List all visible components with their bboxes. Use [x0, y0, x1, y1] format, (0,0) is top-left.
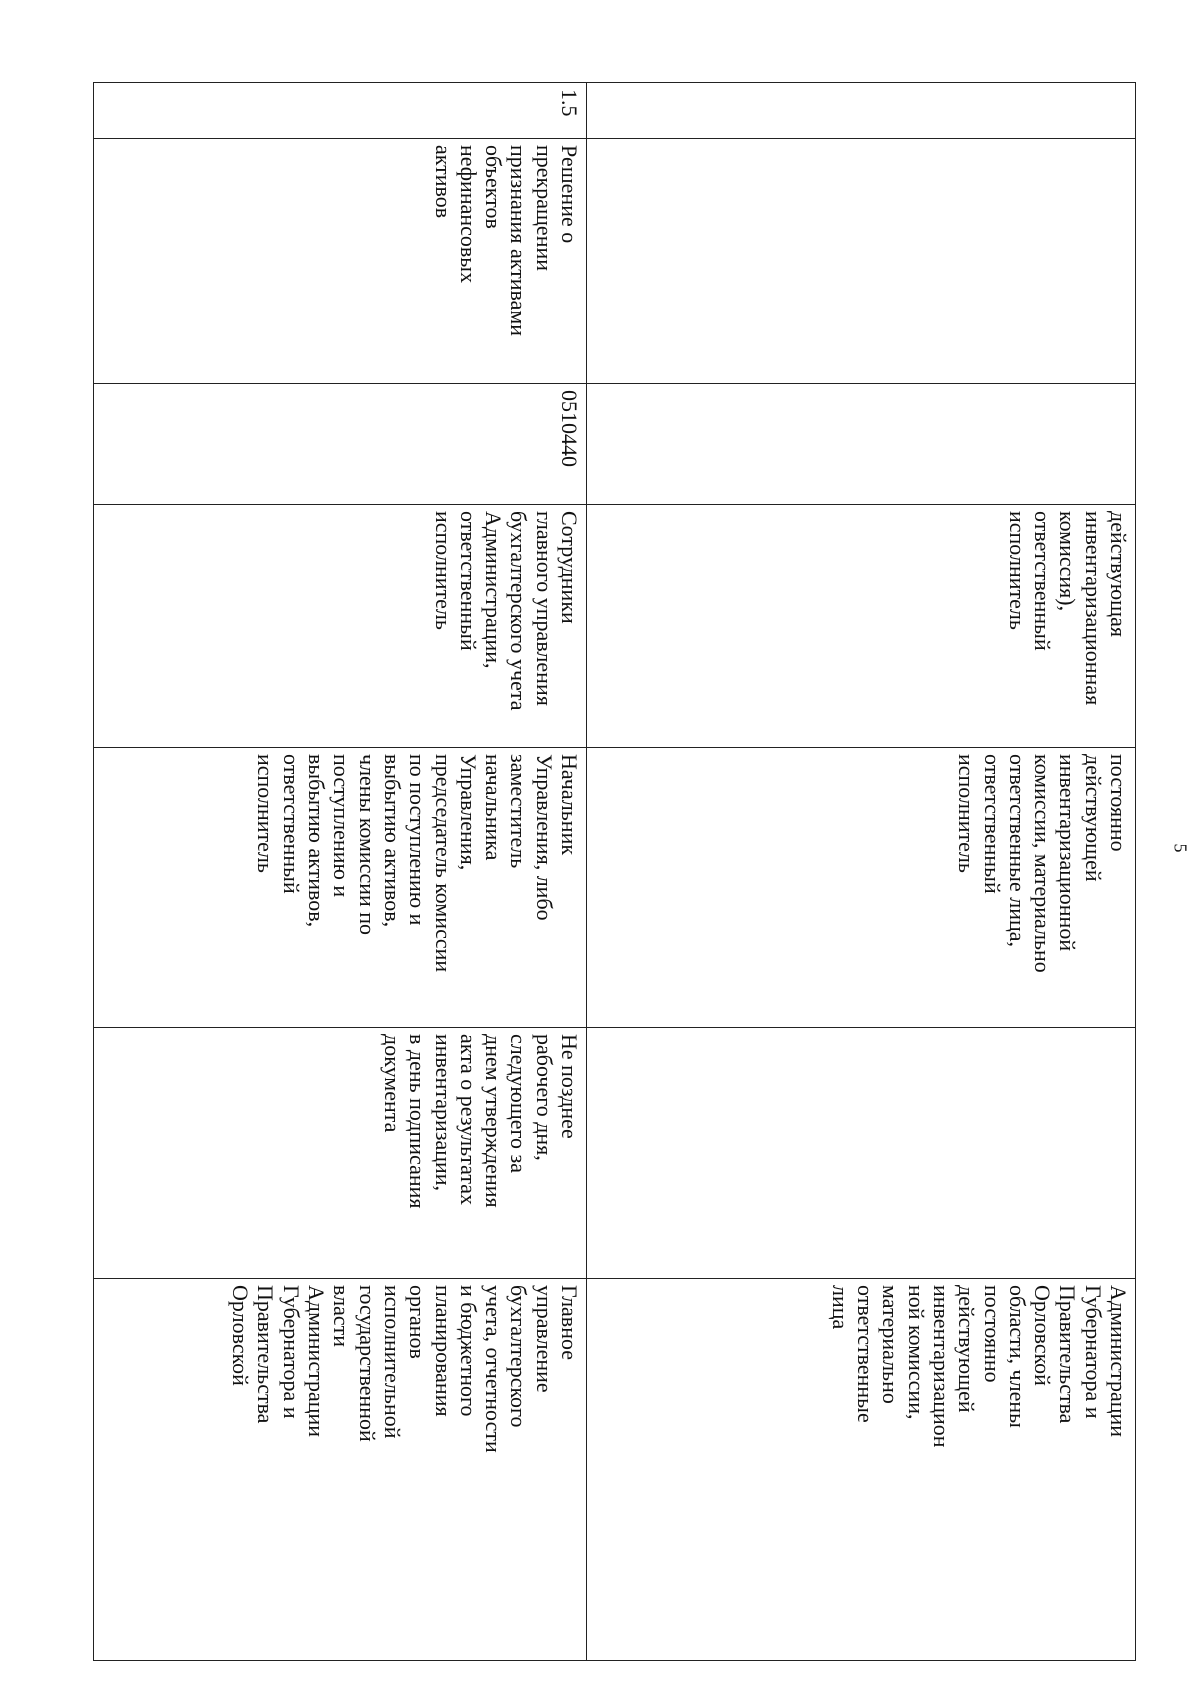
cell-text-line: государственной: [354, 1285, 380, 1442]
cell-text-line: поступлению и: [329, 754, 355, 898]
cell-signer: [94, 748, 587, 1028]
cell-document: [587, 139, 1136, 384]
table-row: [587, 83, 1136, 1661]
cell-text-line: ответственные лица,: [1004, 754, 1030, 948]
cell-deadline: [94, 1028, 587, 1279]
cell-text-line: председатель комиссии: [430, 754, 456, 973]
cell-text-line: документа: [379, 1034, 405, 1133]
cell-text-line: инвентаризацион: [928, 1285, 954, 1448]
cell-text-line: ответственный: [979, 754, 1005, 894]
cell-text-line: рабочего дня,: [531, 1034, 557, 1161]
cell-text-line: учета, отчетности: [481, 1285, 507, 1453]
cell-text-line: Администрации,: [481, 511, 507, 669]
cell-document: [94, 139, 587, 384]
cell-text-line: выбытию активов,: [379, 754, 405, 928]
cell-text-line: заместитель: [506, 754, 532, 869]
cell-text-line: действующая: [1106, 511, 1131, 638]
cell-text-line: ответственный: [1030, 511, 1056, 651]
cell-text-line: Главное: [557, 1285, 582, 1361]
cell-text-line: объектов: [481, 145, 507, 229]
cell-text-line: исполнитель: [954, 754, 980, 873]
cell-deadline: [587, 1028, 1136, 1279]
table-row: [94, 83, 587, 1661]
cell-text-line: области, члены: [1004, 1285, 1030, 1428]
cell-text-line: Решение о: [557, 145, 582, 244]
cell-text-line: власти: [329, 1285, 355, 1347]
cell-text-line: бухгалтерского: [506, 1285, 532, 1428]
cell-text-line: Губернатора и: [1080, 1285, 1106, 1419]
cell-text-line: Начальник: [557, 754, 582, 856]
cell-text-line: исполнительной: [379, 1285, 405, 1439]
cell-text-line: Правительства: [253, 1285, 279, 1424]
cell-text-line: планирования: [430, 1285, 456, 1417]
page-number: 5: [1170, 843, 1191, 853]
cell-text-line: комиссии, материально: [1030, 754, 1056, 973]
cell-text-line: и бюджетного: [455, 1285, 481, 1417]
cell-text-line: Сотрудники: [557, 511, 582, 624]
cell-text-line: ответственный: [278, 754, 304, 894]
cell-signer: [587, 748, 1136, 1028]
cell-text-line: комиссия),: [1055, 511, 1081, 612]
cell-text-line: Управления,: [455, 754, 481, 871]
cell-text-line: управление: [531, 1285, 557, 1393]
cell-recipient: [94, 1279, 587, 1661]
cell-text-line: в день подписания: [405, 1034, 431, 1209]
cell-text-line: исполнитель: [1004, 511, 1030, 630]
cell-text-line: признания активами: [506, 145, 532, 337]
cell-creator: [94, 505, 587, 748]
cell-text-line: главного управления: [531, 511, 557, 706]
cell-text-line: по поступлению и: [405, 754, 431, 926]
cell-recipient: [587, 1279, 1136, 1661]
cell-text-line: ответственный: [455, 511, 481, 651]
cell-text-line: Губернатора и: [278, 1285, 304, 1419]
cell-text-line: инвентаризации,: [430, 1034, 456, 1192]
cell-text-line: постоянно: [979, 1285, 1005, 1383]
cell-text-line: Управления, либо: [531, 754, 557, 921]
cell-text-line: начальника: [481, 754, 507, 861]
cell-num: [587, 83, 1136, 139]
cell-text-line: Орловской: [1030, 1285, 1056, 1386]
cell-text-line: акта о результатах: [455, 1034, 481, 1206]
cell-text-line: Администрации: [1106, 1285, 1131, 1438]
rotated-table-container: [112, 82, 1136, 1660]
cell-text-line: выбытию активов,: [304, 754, 330, 928]
cell-text-line: инвентаризационная: [1080, 511, 1106, 706]
cell-text-line: лица: [827, 1285, 853, 1330]
cell-form-code: 0510440: [94, 384, 587, 505]
cell-text-line: действующей: [1080, 754, 1106, 882]
cell-text-line: органов: [405, 1285, 431, 1359]
cell-text-line: Администрации: [304, 1285, 330, 1438]
cell-text-line: следующего за: [506, 1034, 532, 1173]
cell-text-line: материально: [878, 1285, 904, 1404]
cell-text-line: активов: [430, 145, 456, 219]
cell-creator: [587, 505, 1136, 748]
cell-text-line: действующей: [954, 1285, 980, 1413]
document-flow-table: [93, 82, 1136, 1661]
cell-text-line: постоянно: [1106, 754, 1131, 852]
cell-text-line: Орловской: [228, 1285, 254, 1386]
cell-text-line: исполнитель: [430, 511, 456, 630]
cell-text-line: нефинансовых: [455, 145, 481, 284]
cell-text-line: днем утверждения: [481, 1034, 507, 1208]
cell-text-line: прекращении: [531, 145, 557, 272]
cell-text-line: инвентаризационной: [1055, 754, 1081, 952]
cell-num: 1.5: [94, 83, 587, 139]
cell-form-code: [587, 384, 1136, 505]
cell-text-line: ответственные: [853, 1285, 879, 1423]
cell-text-line: Не позднее: [557, 1034, 582, 1139]
cell-text-line: ной комиссии,: [903, 1285, 929, 1420]
cell-text-line: Правительства: [1055, 1285, 1081, 1424]
cell-text-line: члены комиссии по: [354, 754, 380, 936]
cell-text-line: бухгалтерского учета: [506, 511, 532, 711]
cell-text-line: исполнитель: [253, 754, 279, 873]
